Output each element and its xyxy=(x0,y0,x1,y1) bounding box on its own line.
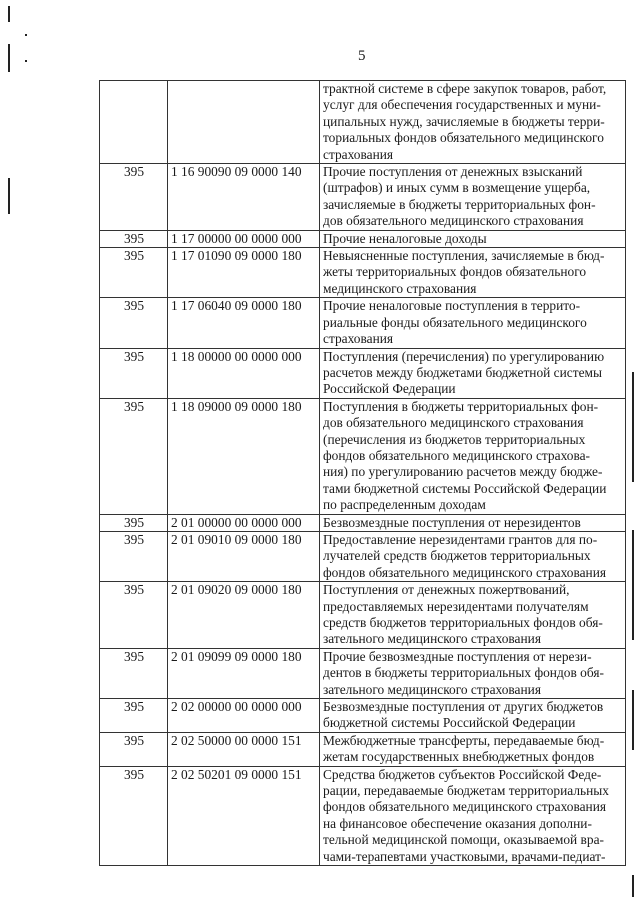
table-row xyxy=(100,398,626,514)
budget-code-cell xyxy=(168,81,320,164)
revenue-name-text: Поступления (перечисления) по урегулированию расчетов между бюджетами бюджетной системы Российской Федерации xyxy=(323,348,605,397)
admin-code-cell: 395 xyxy=(100,248,168,298)
revenue-name-text: Прочие поступления от денежных взысканий (штрафов) и иных сумм в возмещение ущерба, зачисляемые в бюджеты территориальных фон- дов обязательного медицинского страхования xyxy=(323,164,596,229)
admin-code-cell: 395 xyxy=(100,348,168,398)
table-row xyxy=(100,348,626,398)
revenue-name-cell xyxy=(320,514,626,531)
revenue-name-text: Поступления в бюджеты территориальных фон- дов обязательного медицинского страхования (перечисления из бюджетов территориальных фондов обязательного медицинского страхова- ния) по урегулированию расчетов между бюдже- тами бюджетной системы Российской Федерации по распределенным доходам xyxy=(323,398,607,513)
revenue-name-cell xyxy=(320,648,626,698)
revenue-name-cell xyxy=(320,298,626,348)
budget-code-cell: 1 18 09000 09 0000 180 xyxy=(168,398,320,514)
budget-code-cell: 2 02 50000 00 0000 151 xyxy=(168,732,320,766)
revenue-name-text: Средства бюджетов субъектов Российской Феде- рации, передаваемые бюджетам территориальных фондов обязательного медицинского страхования на финансовое обеспечение оказания дополни- тельной медицинской помощи, оказываемой вра- чами-терапевтами участковыми, врачами-педиат- xyxy=(323,766,609,864)
table-row xyxy=(100,699,626,733)
scan-mark-right-edge-2 xyxy=(632,530,634,640)
admin-code-cell: 395 xyxy=(100,732,168,766)
table-row xyxy=(100,732,626,766)
budget-code-cell: 2 01 09020 09 0000 180 xyxy=(168,582,320,649)
revenue-name-text: Поступления от денежных пожертвований, предоставляемых нерезидентами получателям средств бюджетов территориальных фондов обя- зательного медицинского страхования xyxy=(323,582,603,647)
revenue-name-cell xyxy=(320,766,626,865)
scan-mark-left-top xyxy=(8,6,10,22)
admin-code-cell xyxy=(100,81,168,164)
budget-code-cell: 2 02 00000 00 0000 000 xyxy=(168,699,320,733)
admin-code-cell: 395 xyxy=(100,582,168,649)
budget-code-cell: 1 17 06040 09 0000 180 xyxy=(168,298,320,348)
budget-code-cell: 2 01 00000 00 0000 000 xyxy=(168,514,320,531)
table-row xyxy=(100,298,626,348)
page-number: 5 xyxy=(358,48,366,64)
revenue-name-cell xyxy=(320,248,626,298)
revenue-name-text: Безвозмездные поступления от нерезидентов xyxy=(323,514,581,530)
admin-code-cell: 395 xyxy=(100,699,168,733)
admin-code-cell: 395 xyxy=(100,514,168,531)
revenue-name-text: Прочие неналоговые доходы xyxy=(323,230,487,246)
scan-mark-right-edge-3 xyxy=(632,690,634,750)
budget-code-cell: 2 01 09099 09 0000 180 xyxy=(168,648,320,698)
table-row xyxy=(100,248,626,298)
admin-code-cell: 395 xyxy=(100,766,168,865)
revenue-name-cell xyxy=(320,164,626,231)
table-body xyxy=(100,81,626,866)
table-row xyxy=(100,514,626,531)
admin-code-cell: 395 xyxy=(100,230,168,247)
revenue-name-text: Невыясненные поступления, зачисляемые в бюд- жеты территориальных фондов обязательного медицинского страхования xyxy=(323,248,605,296)
scan-mark-right-bottom xyxy=(632,875,634,897)
revenue-name-text: трактной системе в сфере закупок товаров, работ, услуг для обеспечения государственных и муни- ципальных нужд, зачисляемые в бюджеты терри- ториальных фондов обязательного медицинского страхования xyxy=(323,81,607,162)
scan-mark-left-middle xyxy=(8,44,10,72)
admin-code-cell: 395 xyxy=(100,648,168,698)
revenue-name-text: Прочие безвозмездные поступления от нерези- дентов в бюджеты территориальных фондов обя- зательного медицинского страхования xyxy=(323,648,604,697)
budget-code-cell: 2 01 09010 09 0000 180 xyxy=(168,531,320,581)
budget-code-cell: 2 02 50201 09 0000 151 xyxy=(168,766,320,865)
table-row xyxy=(100,230,626,247)
budget-code-cell: 1 18 00000 00 0000 000 xyxy=(168,348,320,398)
budget-code-cell: 1 16 90090 09 0000 140 xyxy=(168,164,320,231)
budget-classification-table xyxy=(99,80,626,866)
revenue-name-cell xyxy=(320,582,626,649)
budget-code-cell: 1 17 01090 09 0000 180 xyxy=(168,248,320,298)
scan-mark-left-dot xyxy=(25,34,27,36)
scan-mark-left-lower xyxy=(8,178,10,214)
table-row xyxy=(100,81,626,164)
table-row xyxy=(100,582,626,649)
revenue-name-cell xyxy=(320,699,626,733)
revenue-name-text: Безвозмездные поступления от других бюджетов бюджетной системы Российской Федерации xyxy=(323,699,604,731)
admin-code-cell: 395 xyxy=(100,398,168,514)
scan-mark-right-edge xyxy=(632,372,634,482)
revenue-name-text: Предоставление нерезидентами грантов для по- лучателей средств бюджетов территориальных фондов обязательного медицинского страхования xyxy=(323,531,607,580)
revenue-name-text: Межбюджетные трансферты, передаваемые бюд- жетам государственных внебюджетных фондов xyxy=(323,732,605,765)
scan-mark-left-dot-2 xyxy=(25,60,27,62)
revenue-name-cell xyxy=(320,398,626,514)
revenue-name-cell xyxy=(320,732,626,766)
table-row xyxy=(100,531,626,581)
table-row xyxy=(100,766,626,865)
table-row xyxy=(100,648,626,698)
revenue-name-cell xyxy=(320,81,626,164)
revenue-name-text: Прочие неналоговые поступления в террито- риальные фонды обязательного медицинского страхования xyxy=(323,298,587,347)
revenue-name-cell xyxy=(320,531,626,581)
budget-code-cell: 1 17 00000 00 0000 000 xyxy=(168,230,320,247)
admin-code-cell: 395 xyxy=(100,164,168,231)
admin-code-cell: 395 xyxy=(100,298,168,348)
revenue-name-cell xyxy=(320,230,626,247)
admin-code-cell: 395 xyxy=(100,531,168,581)
revenue-name-cell xyxy=(320,348,626,398)
table-row xyxy=(100,164,626,231)
